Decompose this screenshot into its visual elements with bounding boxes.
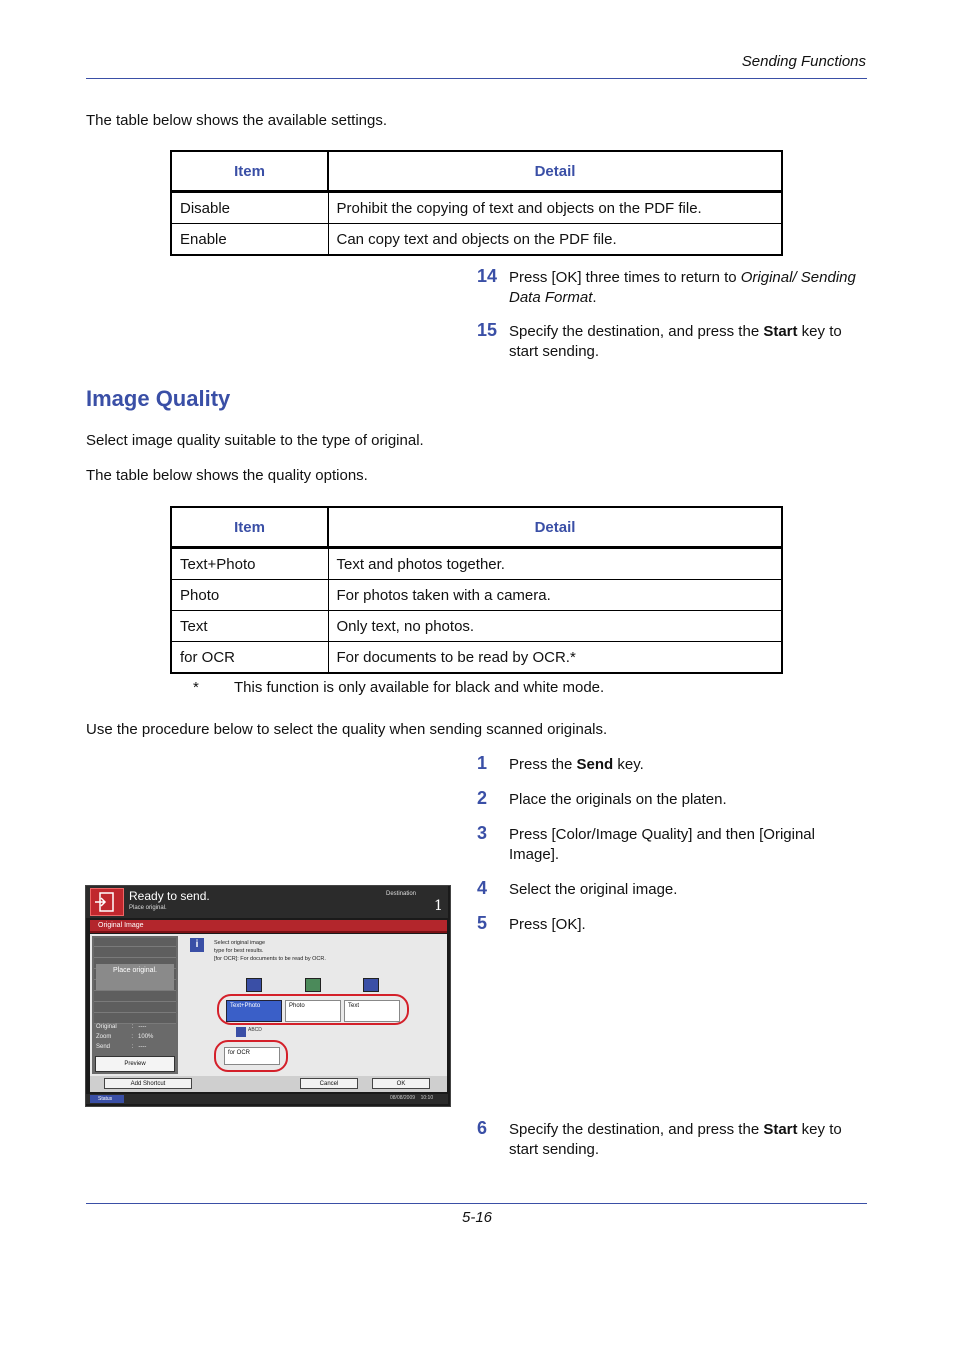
- step-text: Press [Color/Image Quality] and then [Original Image].: [509, 826, 815, 863]
- step-number: 3: [477, 823, 488, 843]
- panel-status-bar: [86, 886, 448, 918]
- intro-text: The table below shows the available settings.: [86, 112, 388, 129]
- table-cell: Can copy text and objects on the PDF file.: [328, 224, 782, 256]
- footnote-mark: *: [193, 679, 199, 696]
- step-text: Place the originals on the platen.: [509, 791, 727, 808]
- table-cell: Enable: [171, 224, 328, 256]
- footnote-text: This function is only available for black and white mode.: [234, 679, 605, 696]
- photo-icon: [305, 978, 321, 992]
- option-for-ocr-button[interactable]: for OCR: [224, 1047, 280, 1065]
- paragraph: Select image quality suitable to the type of original.: [86, 432, 424, 449]
- table-row: [171, 224, 782, 256]
- step-number: 5: [477, 913, 488, 933]
- preview-message: Place original.: [96, 964, 174, 990]
- cancel-button[interactable]: Cancel: [300, 1078, 358, 1089]
- table-cell: for OCR: [171, 642, 328, 674]
- table-cell: Photo: [171, 580, 328, 611]
- step-text: Press [OK].: [509, 916, 586, 933]
- highlight-circle: [214, 1040, 288, 1072]
- highlight-circle: [217, 994, 409, 1025]
- ok-button[interactable]: OK: [372, 1078, 430, 1089]
- step-number: 4: [477, 878, 488, 898]
- step-number: 2: [477, 788, 488, 808]
- step-number: 1: [477, 753, 488, 773]
- destination-count: 1: [434, 898, 443, 914]
- preview-pane: [92, 936, 178, 1074]
- table-row: [171, 580, 782, 611]
- send-mode-icon: [90, 888, 124, 916]
- paragraph: Use the procedure below to select the quality when sending scanned originals.: [86, 721, 608, 738]
- option-text-photo-button[interactable]: Text+Photo: [226, 1000, 282, 1022]
- running-header: Sending Functions: [741, 53, 866, 70]
- panel-status-title: Ready to send.: [129, 889, 210, 903]
- option-photo-button[interactable]: Photo: [285, 1000, 341, 1022]
- header-rule: [86, 78, 867, 79]
- ocr-sample: ABCD: [248, 1027, 262, 1033]
- table-row: [171, 611, 782, 642]
- table-row: [171, 642, 782, 674]
- table-cell: Text+Photo: [171, 548, 328, 580]
- settings-table: [170, 150, 783, 256]
- step-number: 14: [477, 266, 498, 286]
- step-text: Press [OK] three times to return to Original/ Sending Data Format.: [509, 269, 856, 306]
- info-message: Select original image type for best results. [for OCR]: For documents to be read by OCR.: [214, 940, 326, 962]
- quality-table: [170, 506, 783, 674]
- preview-info: Original : ---- Zoom : 100% Send : ----: [96, 1024, 154, 1050]
- preview-button[interactable]: Preview: [95, 1056, 175, 1072]
- add-shortcut-button[interactable]: Add Shortcut: [104, 1078, 192, 1089]
- table-cell: For photos taken with a camera.: [328, 580, 782, 611]
- destination-label: Destination: [386, 891, 417, 897]
- step-number: 6: [477, 1118, 488, 1138]
- footer-rule: [86, 1203, 867, 1204]
- table-cell: Text and photos together.: [328, 548, 782, 580]
- step-number: 15: [477, 320, 498, 340]
- table-cell: Text: [171, 611, 328, 642]
- step-text: Select the original image.: [509, 881, 678, 898]
- section-title: Image Quality: [86, 386, 231, 411]
- step-text: Specify the destination, and press the Start key to start sending.: [509, 1121, 842, 1158]
- text-photo-icon: [246, 978, 262, 992]
- tab-original-image: Original Image: [90, 920, 447, 933]
- table-cell: Prohibit the copying of text and objects on the PDF file.: [328, 192, 782, 224]
- column-header: Detail: [328, 151, 782, 192]
- text-icon: [363, 978, 379, 992]
- ocr-icon: [236, 1027, 246, 1037]
- panel-status-sub: Place original.: [129, 905, 167, 911]
- info-icon: i: [190, 938, 204, 952]
- column-header: Item: [171, 507, 328, 548]
- step-text: Press the Send key.: [509, 756, 644, 773]
- table-row: [171, 548, 782, 580]
- table-cell: Only text, no photos.: [328, 611, 782, 642]
- paragraph: The table below shows the quality options.: [86, 467, 368, 484]
- operation-panel-screenshot: [85, 885, 451, 1107]
- table-cell: Disable: [171, 192, 328, 224]
- table-cell: For documents to be read by OCR.*: [328, 642, 782, 674]
- table-header-row: [171, 151, 782, 192]
- panel-button-bar: [90, 1076, 447, 1092]
- column-header: Detail: [328, 507, 782, 548]
- option-text-button[interactable]: Text: [344, 1000, 400, 1022]
- column-header: Item: [171, 151, 328, 192]
- panel-datetime: 08/08/2009 10:10: [390, 1095, 434, 1101]
- table-row: [171, 192, 782, 224]
- page-number: 5-16: [462, 1209, 493, 1226]
- panel-body: [90, 934, 447, 1076]
- step-text: Specify the destination, and press the Start key to start sending.: [509, 323, 842, 360]
- table-header-row: [171, 507, 782, 548]
- status-button[interactable]: Status: [90, 1095, 124, 1103]
- panel-footer: [86, 1094, 448, 1104]
